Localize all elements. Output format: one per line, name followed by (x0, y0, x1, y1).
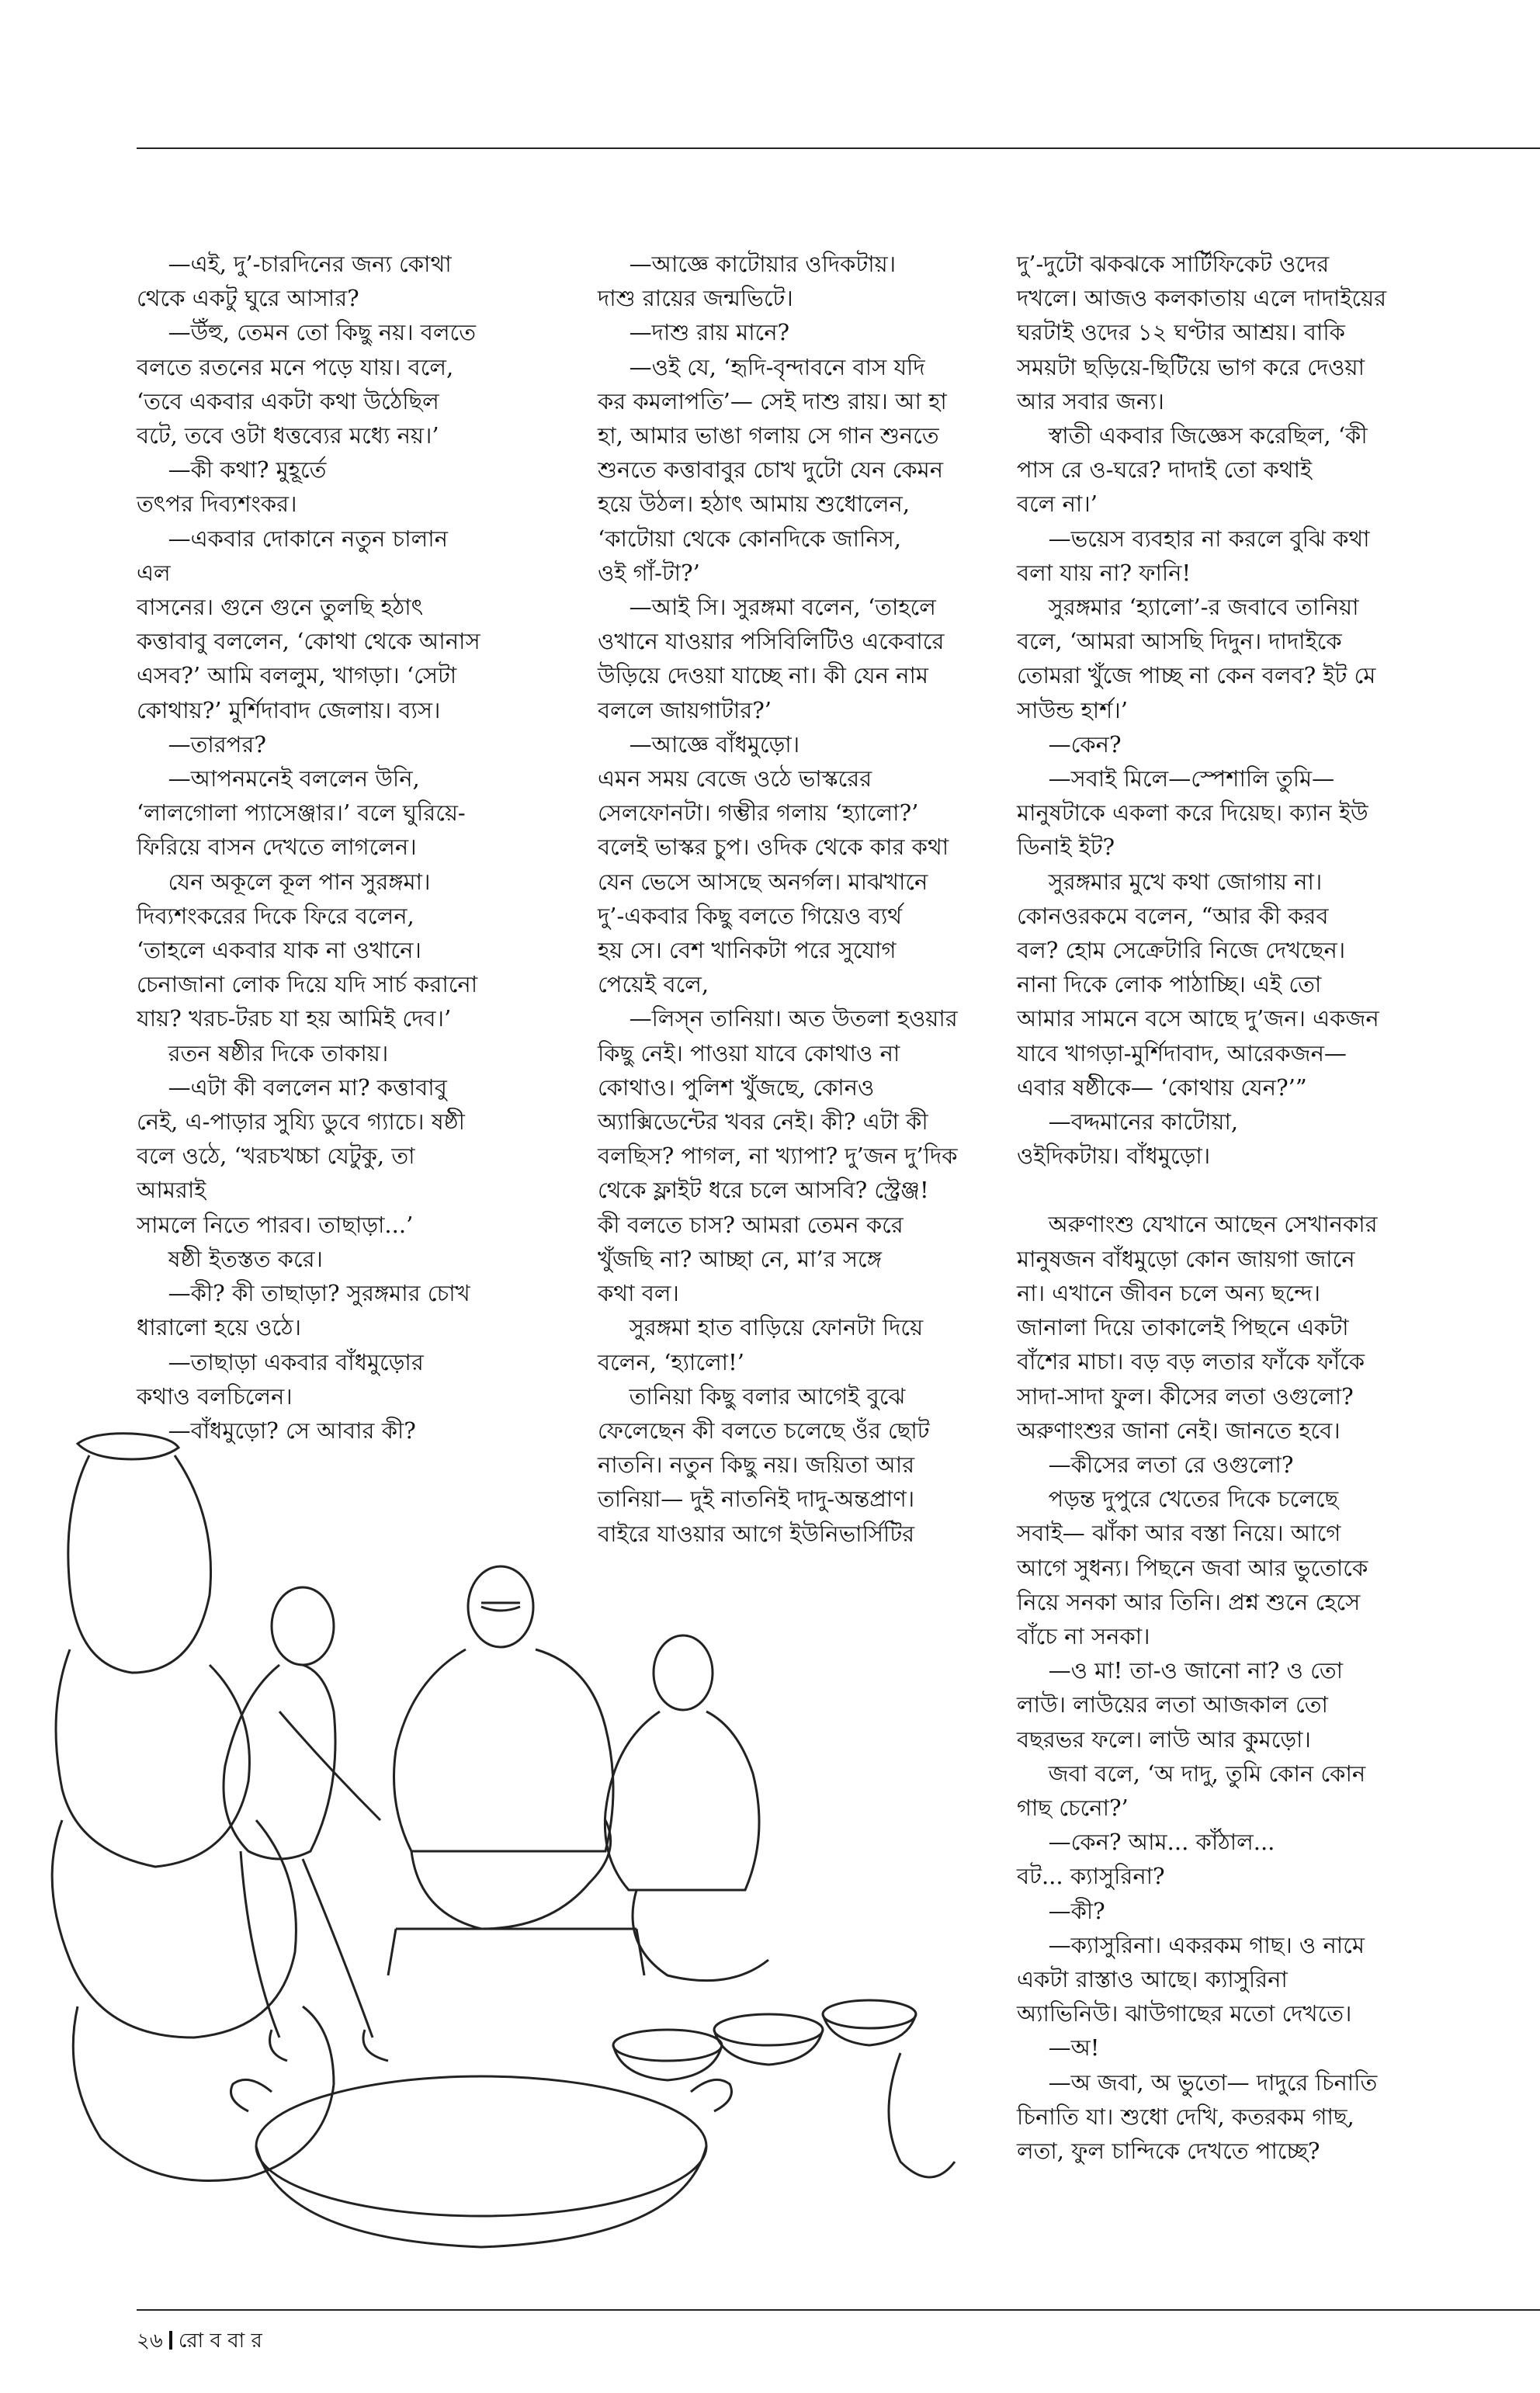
paragraph: সুরঙ্গমার ‘হ্যালো’-র জবাবে তানিয়া বলে, ‘আমরা আসছি দিদুন। দাদাইকে তোমরা খুঁজে পাচ্ছ না কেন বলব? ইট মে সাউন্ড হার্শ।’ (1017, 594, 1376, 723)
column-1 (137, 247, 483, 1448)
column-3 (1017, 247, 1420, 2168)
column-2 (598, 247, 967, 1551)
paragraph: —তারপর? (168, 730, 266, 758)
magazine-name: রো ব বা র (178, 2329, 262, 2353)
paragraph: —কী? (1048, 1897, 1105, 1924)
top-rule (137, 147, 1540, 149)
paragraph: —আপনমনেই বললেন উনি, ‘লালগোলা প্যাসেঞ্জার।’ বলে ঘুরিয়ে- ফিরিয়ে বাসন দেখতে লাগলেন। (137, 765, 466, 861)
paragraph: —দাশু রায় মানে? (629, 319, 790, 346)
paragraph: এমন সময় বেজে ওঠে ভাস্করের সেলফোনটা। গম্ভীর গলায় ‘হ্যালো?’ বলেই ভাস্কর চুপ। ওদিক থেকে কার কথা যেন ভেসে আসছে অনর্গল। মাঝখানে দু’-একবার কিছু বলতে গিয়েও ব্যর্থ হয় সে। বেশ খানিকটা পরে সুযোগ পেয়েই বলে, (598, 765, 949, 998)
paragraph: —একবার দোকানে নতুন চালান এল বাসনের। গুনে গুনে তুলছি হঠাৎ কত্তাবাবু বললেন, ‘কোথা থেকে আনাস এসব?’ আমি বললুম, খাগড়া। ‘সেটা কোথায়?’ মুর্শিদাবাদ জেলায়। ব্যস। (137, 525, 480, 723)
page-number: ২৬ (137, 2329, 163, 2353)
paragraph: —আজ্ঞে কাটোয়ার ওদিকটায়। দাশু রায়ের জন্মভিটে। (598, 251, 897, 312)
paragraph: —এই, দু’-চারদিনের জন্য কোথা থেকে একটু ঘুরে আসার? (137, 251, 452, 312)
paragraph: যেন অকূলে কূল পান সুরঙ্গমা। দিব্যশংকরের দিকে ফিরে বলেন, ‘তাহলে একবার যাক না ওখানে। চেনাজানা লোক দিয়ে যদি সার্চ করানো যায়? খরচ-টরচ যা হয় আমিই দেব।’ (137, 868, 478, 1032)
person-seated-center (388, 1566, 644, 1975)
paragraph: অরুণাংশু যেখানে আছেন সেখানকার মানুষজন বাঁধমুড়ো কোন জায়গা জানে না। এখানে জীবন চলে অন্য ছন্দে। জানালা দিয়ে তাকালেই পিছনে একটা বাঁশের মাচা। বড় বড় লতার ফাঁকে ফাঁকে সাদা-সাদা ফুল। কীসের লতা ওগুলো? অরুণাংশুর জানা নেই। জানতে হবে। (1017, 1211, 1378, 1444)
paragraph: তানিয়া কিছু বলার আগেই বুঝে ফেলেছেন কী বলতে চলেছে ওঁর ছোট নাতনি। নতুন কিছু নয়। জয়িতা আর তানিয়া— দুই নাতনিই দাদু-অন্তপ্রাণ। বাইরে যাওয়ার আগে ইউনিভার্সিটির (598, 1382, 930, 1547)
paragraph: —কীসের লতা রে ওগুলো? (1048, 1451, 1294, 1478)
paragraph: —বাঁধমুড়ো? সে আবার কী? (168, 1417, 416, 1444)
wok (231, 2076, 732, 2247)
paragraph: —ভয়েস ব্যবহার না করলে বুঝি কথা বলা যায় না? ফানি! (1017, 525, 1370, 586)
paragraph: —এটা কী বললেন মা? কত্তাবাবু নেই, এ-পাড়ার সুয্যি ডুবে গ্যাচে। ষষ্ঠী বলে ওঠে, ‘খরচখচ্চা যেটুকু, তা আমরাই সামলে নিতে পারব। তাছাড়া...’ (137, 1073, 465, 1238)
paragraph: —ক্যাসুরিনা। একরকম গাছ। ও নামে একটা রাস্তাও আছে। ক্যাসুরিনা অ্যাভিনিউ। ঝাউগাছের মতো দেখতে। (1017, 1931, 1365, 2027)
paragraph: —ওই যে, ‘হৃদি-বৃন্দাবনে বাস যদি কর কমলাপতি’— সেই দাশু রায়। আ হা হা, আমার ভাঙা গলায় সে গান শুনতে শুনতে কত্তাবাবুর চোখ দুটো যেন কেমন হয়ে উঠল। হঠাৎ আমায় শুধোলেন, ‘কাটোয়া থেকে কোনদিকে জানিস, ওই গাঁ-টা?’ (598, 353, 947, 586)
paragraph: —আজ্ঞে বাঁধমুড়ো। (629, 730, 800, 758)
paragraph: রতন ষষ্ঠীর দিকে তাকায়। (168, 1039, 389, 1066)
person-standing (224, 1587, 388, 2061)
paragraph: দু’-দুটো ঝকঝকে সার্টিফিকেট ওদের দখলে। আজও কলকাতায় এলে দাদাইয়ের ঘরটাই ওদের ১২ ঘণ্টার আশ্রয়। বাকি সময়টা ছড়িয়ে-ছিটিয়ে ভাগ করে দেওয়া আর সবার জন্য। (1017, 251, 1387, 414)
illustration (47, 1417, 962, 2270)
paragraph: জবা বলে, ‘অ দাদু, তুমি কোন কোন গাছ চেনো?’ (1017, 1760, 1366, 1821)
paragraph: —সবাই মিলে—স্পেশালি তুমি— মানুষটাকে একলা করে দিয়েছ। ক্যান ইউ ডিনাই ইট? (1017, 765, 1368, 861)
paragraph: —তাছাড়া একবার বাঁধমুড়োর কথাও বলচিলেন। (137, 1348, 424, 1410)
clay-pots (52, 1434, 334, 2181)
paragraph: —উঁহু, তেমন তো কিছু নয়। বলতে বলতে রতনের মনে পড়ে যায়। বলে, ‘তবে একবার একটা কথা উঠেছিল বটে, তবে ওটা ধত্তব্যের মধ্যে নয়।’ (137, 319, 476, 449)
paragraph: —অ জবা, অ ভুতো— দাদুরে চিনাতি চিনাতি যা। শুধো দেখি, কতরকম গাছ, লতা, ফুল চান্দিকে দেখতে পাচ্ছে? (1017, 2069, 1378, 2164)
paragraph: পড়ন্ত দুপুরে খেতের দিকে চলেছে সবাই— ঝাঁকা আর বস্তা নিয়ে। আগে আগে সুধন্য। পিছনে জবা আর ভুতোকে নিয়ে সনকা আর তিনি। প্রশ্ন শুনে হেসে বাঁচে না সনকা। (1017, 1486, 1368, 1649)
paragraph: সুরঙ্গমা হাত বাড়িয়ে ফোনটা দিয়ে বলেন, ‘হ্যালো!’ (598, 1314, 924, 1375)
paragraph: —কেন? (1048, 730, 1122, 758)
bowls (613, 2000, 955, 2177)
paragraph: ষষ্ঠী ইতস্তত করে। (168, 1245, 323, 1272)
bottom-rule (137, 2309, 1540, 2311)
paragraph: —কেন? আম... কাঁঠাল... বট... ক্যাসুরিনা? (1017, 1829, 1275, 1890)
footer-divider (169, 2331, 172, 2350)
paragraph: —অ! (1048, 2034, 1100, 2062)
paragraph: —ও মা! তা-ও জানো না? ও তো লাউ। লাউয়ের লতা আজকাল তো বছরভর ফলে। লাউ আর কুমড়ো। (1017, 1657, 1344, 1753)
paragraph: সুরঙ্গমার মুখে কথা জোগায় না। কোনওরকমে বলেন, “আর কী করব বল? হোম সেক্রেটারি নিজে দেখছেন। নানা দিকে লোক পাঠাচ্ছি। এই তো আমার সামনে বসে আছে দু’জন। একজন যাবে খাগড়া-মুর্শিদাবাদ, আরেকজন— এবার ষষ্ঠীকে— ‘কোথায় যেন?’” (1017, 868, 1379, 1101)
paragraph: —বদ্দমানের কাটোয়া, ওইদিকটায়। বাঁধমুড়ো। (1017, 1108, 1239, 1170)
paragraph: —কী? কী তাছাড়া? সুরঙ্গমার চোখ ধারালো হয়ে ওঠে। (137, 1280, 470, 1341)
paragraph: —লিস্‌ন তানিয়া। অত উতলা হওয়ার কিছু নেই। পাওয়া যাবে কোথাও না কোথাও। পুলিশ খুঁজছে, কোনও অ্যাক্সিডেন্টের খবর নেই। কী? এটা কী বলছিস? পাগল, না খ্যাপা? দু’জন দু’দিক থেকে ফ্লাইট ধরে চলে আসবি? স্ট্রেঞ্জ! কী বলতে চাস? আমরা তেমন করে খুঁজছি না? আচ্ছা নে, মা’র সঙ্গে কথা বল। (598, 1005, 958, 1307)
paragraph: স্বাতী একবার জিজ্ঞেস করেছিল, ‘কী পাস রে ও-ঘরে? দাদাই তো কথাই বলে না।’ (1017, 422, 1368, 518)
paragraph: —কী কথা? মুহূর্তে তৎপর দিব্যশংকর। (137, 456, 327, 518)
paragraph: —আই সি। সুরঙ্গমা বলেন, ‘তাহলে ওখানে যাওয়ার পসিবিলিটিও একেবারে উড়িয়ে দেওয়া যাচ্ছে না। কী যেন নাম বললে জায়গাটার?’ (598, 594, 945, 723)
page-footer (137, 2325, 262, 2359)
